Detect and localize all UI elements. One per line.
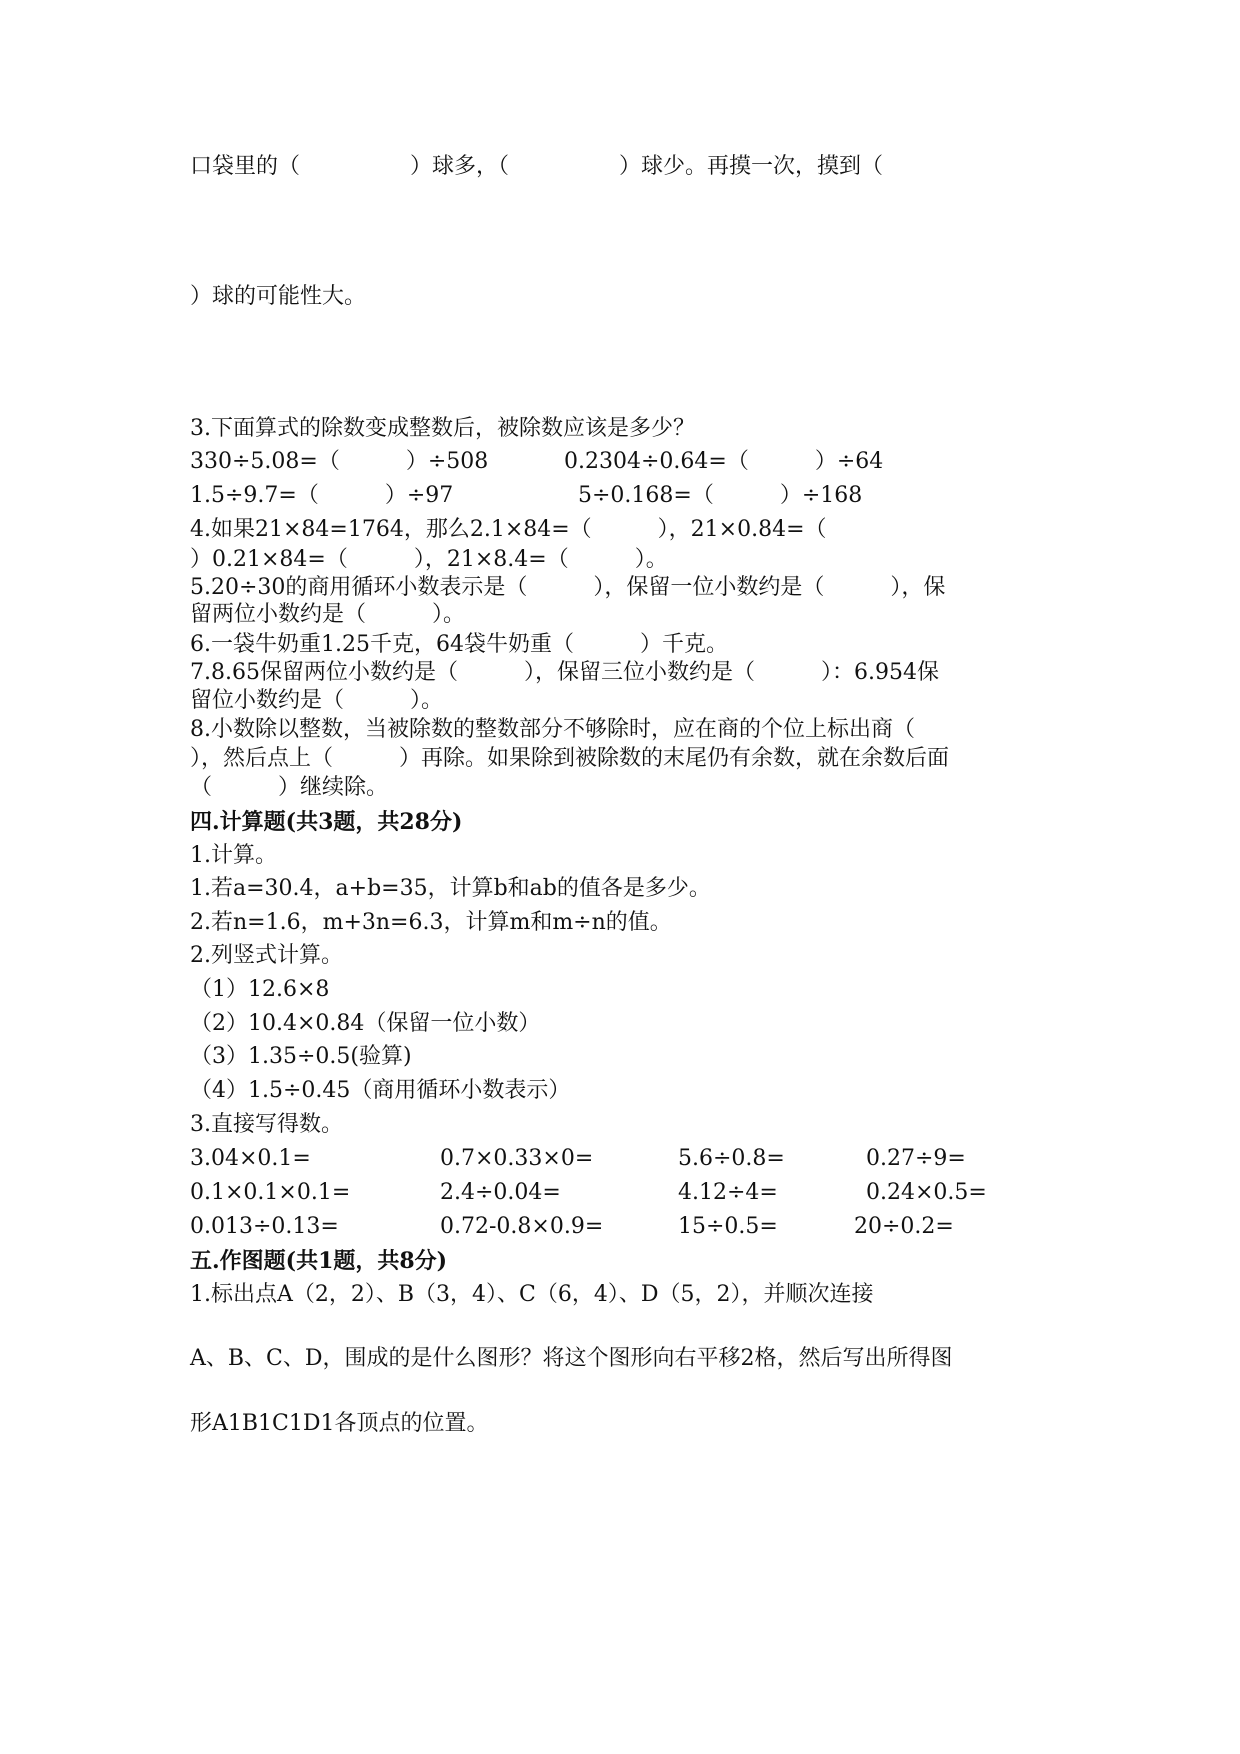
s5-q1-line-1: 1.标出点A（2，2）、B（3，4）、C（6，4）、D（5，2），并顺次连接 xyxy=(190,1282,874,1307)
s4-q2-item-1: （1）12.6×8 xyxy=(190,977,330,1002)
q3-item: 330÷5.08=（ ）÷508 xyxy=(190,449,489,474)
s4-q3-row-1 xyxy=(0,1144,1240,1174)
q7-line-2: 留位小数约是（ ）。 xyxy=(190,688,444,713)
q8-line-2: ），然后点上（ ）再除。如果除到被除数的末尾仍有余数，就在余数后面 xyxy=(190,746,950,771)
s4-q3-title: 3.直接写得数。 xyxy=(190,1112,343,1137)
s5-q1-line-3: 形A1B1C1D1各顶点的位置。 xyxy=(190,1411,489,1436)
q4-line-1: 4.如果21×84=1764，那么2.1×84=（ ），21×0.84=（ xyxy=(190,517,827,542)
s4-q1-item-1: 1.若a=30.4，a+b=35，计算b和ab的值各是多少。 xyxy=(190,876,711,901)
s4-q3-item: 4.12÷4= xyxy=(678,1180,778,1205)
q2-line-1: 口袋里的（ ）球多，（ ）球少。再摸一次，摸到（ xyxy=(190,154,884,179)
s4-q2-item-2: （2）10.4×0.84（保留一位小数） xyxy=(190,1011,541,1036)
q3-title: 3.下面算式的除数变成整数后，被除数应该是多少？ xyxy=(190,416,695,441)
s4-q3-item: 2.4÷0.04= xyxy=(440,1180,561,1205)
q8-line-1: 8.小数除以整数，当被除数的整数部分不够除时，应在商的个位上标出商（ xyxy=(190,717,915,742)
section-4-heading: 四.计算题(共3题，共28分) xyxy=(190,809,463,835)
q3-item: 5÷0.168=（ ）÷168 xyxy=(578,483,863,508)
q2-line-2: ）球的可能性大。 xyxy=(190,284,367,309)
s4-q3-item: 0.013÷0.13= xyxy=(190,1214,339,1239)
q8-line-3: （ ）继续除。 xyxy=(190,775,389,800)
s4-q3-item: 3.04×0.1= xyxy=(190,1146,311,1171)
s4-q3-row-2 xyxy=(0,1178,1240,1208)
q3-item: 0.2304÷0.64=（ ）÷64 xyxy=(564,449,884,474)
q5-line-2: 留两位小数约是（ ）。 xyxy=(190,602,466,627)
s4-q3-item: 0.72-0.8×0.9= xyxy=(440,1214,604,1239)
s4-q3-item: 15÷0.5= xyxy=(678,1214,778,1239)
q7-line-1: 7.8.65保留两位小数约是（ ），保留三位小数约是（ ）：6.954保 xyxy=(190,660,939,685)
s4-q2-title: 2.列竖式计算。 xyxy=(190,943,343,968)
q3-row-1 xyxy=(0,447,1240,477)
s4-q3-item: 0.24×0.5= xyxy=(866,1180,987,1205)
s4-q2-item-4: （4）1.5÷0.45（商用循环小数表示） xyxy=(190,1078,571,1103)
s4-q3-item: 20÷0.2= xyxy=(854,1214,954,1239)
q6-line-1: 6.一袋牛奶重1.25千克，64袋牛奶重（ ）千克。 xyxy=(190,632,728,657)
q3-item: 1.5÷9.7=（ ）÷97 xyxy=(190,483,454,508)
q3-row-2 xyxy=(0,481,1240,511)
s4-q3-item: 0.1×0.1×0.1= xyxy=(190,1180,351,1205)
s4-q3-item: 0.7×0.33×0= xyxy=(440,1146,594,1171)
s4-q1-item-2: 2.若n=1.6，m+3n=6.3，计算m和m÷n的值。 xyxy=(190,910,672,935)
section-5-heading: 五.作图题(共1题，共8分) xyxy=(190,1248,448,1274)
q5-line-1: 5.20÷30的商用循环小数表示是（ ），保留一位小数约是（ ），保 xyxy=(190,575,946,600)
s4-q3-row-3 xyxy=(0,1212,1240,1242)
q4-line-2: ）0.21×84=（ ），21×8.4=（ ）。 xyxy=(190,547,668,572)
s4-q3-item: 0.27÷9= xyxy=(866,1146,966,1171)
s4-q1-title: 1.计算。 xyxy=(190,843,277,868)
s5-q1-line-2: A、B、C、D，围成的是什么图形？将这个图形向右平移2格，然后写出所得图 xyxy=(190,1346,953,1371)
s4-q2-item-3: （3）1.35÷0.5(验算) xyxy=(190,1044,412,1069)
s4-q3-item: 5.6÷0.8= xyxy=(678,1146,785,1171)
